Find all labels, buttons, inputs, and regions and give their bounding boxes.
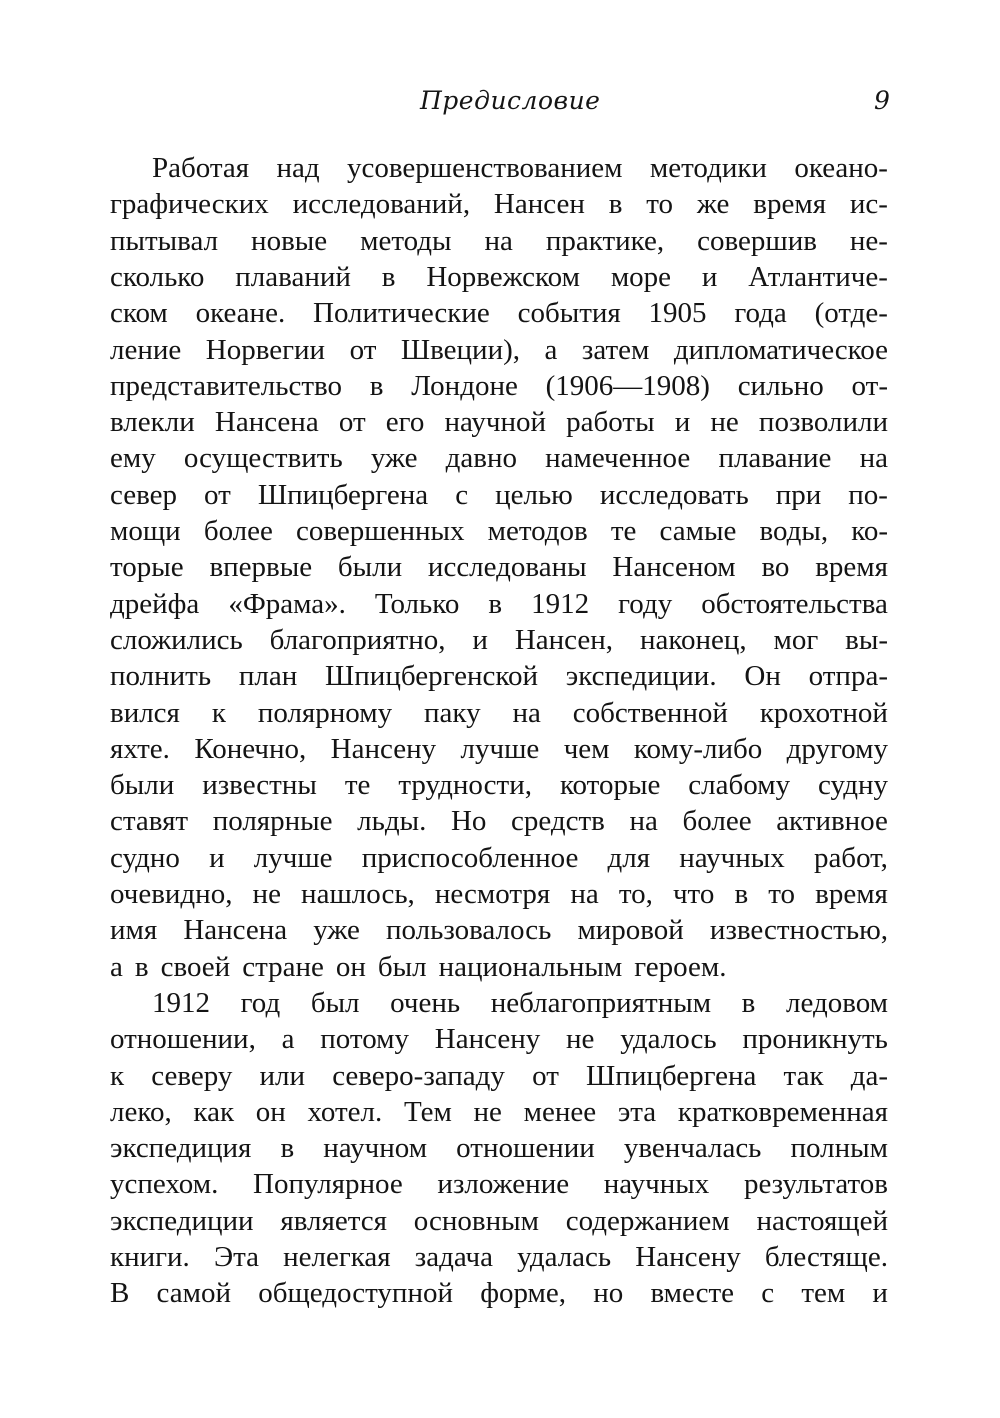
word: научной	[444, 406, 547, 439]
word: север	[110, 478, 177, 511]
word: более	[203, 515, 273, 547]
word: ко-	[851, 515, 888, 547]
word: самые	[659, 515, 737, 547]
word: паку	[424, 696, 481, 729]
word: чем	[563, 732, 610, 765]
word: как	[193, 1095, 235, 1128]
word: научных	[603, 1168, 710, 1201]
word: более	[682, 805, 752, 838]
word: то	[646, 188, 674, 221]
word: намеченное	[545, 442, 691, 475]
word: на	[570, 878, 599, 910]
word: совершив	[697, 224, 817, 257]
word: по-	[848, 478, 888, 511]
word: в	[134, 950, 149, 983]
text-line	[110, 695, 888, 731]
word: а	[281, 1023, 295, 1056]
text-line	[110, 1130, 888, 1166]
word: да-	[850, 1059, 888, 1092]
word: для	[607, 841, 651, 874]
word: на	[859, 442, 888, 475]
text-line	[110, 731, 888, 767]
word: известны	[202, 769, 317, 802]
text-line	[110, 1094, 888, 1130]
text-line	[110, 1203, 888, 1239]
word: Лондоне	[411, 369, 518, 402]
word: так	[783, 1059, 824, 1092]
word: влекли	[110, 406, 195, 439]
word: увенчалась	[623, 1132, 762, 1165]
word: во	[761, 551, 790, 584]
word: эта	[617, 1095, 657, 1128]
text-line	[110, 259, 888, 295]
word: не	[473, 1095, 502, 1128]
word: на	[484, 224, 513, 257]
word: 1912	[531, 587, 590, 620]
text-line	[110, 840, 888, 876]
word: Конечно,	[194, 732, 307, 765]
text-line	[110, 477, 888, 513]
word: позволили	[758, 406, 888, 439]
word: изложение	[437, 1168, 570, 1201]
word: году	[618, 587, 673, 620]
text-line	[110, 404, 888, 440]
word: уже	[313, 914, 360, 947]
word: полярному	[257, 696, 393, 729]
word: книги.	[110, 1241, 190, 1273]
word: вился	[110, 696, 180, 729]
word: над	[276, 152, 320, 184]
word: нашлось,	[301, 878, 415, 910]
word: представительство	[110, 369, 343, 402]
word: осуществить	[183, 442, 343, 475]
text-line	[110, 912, 888, 948]
word: содержанием	[565, 1204, 730, 1237]
word: собственной	[572, 696, 728, 729]
word: Популярное	[253, 1168, 403, 1201]
word: научных	[679, 841, 785, 874]
word: крохотной	[759, 696, 888, 729]
word: национальным	[438, 950, 623, 983]
word: работы	[566, 406, 655, 439]
text-line	[110, 1239, 888, 1275]
word: на	[512, 696, 541, 729]
word: в	[280, 1132, 295, 1165]
word: Швеции),	[400, 333, 521, 366]
word: ление	[110, 333, 182, 366]
word: ставят	[110, 805, 189, 838]
word: самой	[156, 1277, 232, 1310]
word: научном	[323, 1132, 428, 1165]
text-line	[110, 1058, 888, 1094]
word: графических	[110, 188, 269, 221]
word: хотел.	[307, 1095, 383, 1128]
word: проникнуть	[742, 1023, 888, 1056]
word: настоящей	[756, 1204, 888, 1237]
word: экспедиции.	[565, 660, 717, 693]
word: полярные	[212, 805, 333, 838]
word: был	[310, 986, 360, 1019]
word: вместе	[650, 1277, 735, 1310]
word: не	[566, 1023, 595, 1056]
word: а	[110, 950, 123, 983]
word: ском	[110, 297, 168, 330]
word: очень	[390, 986, 461, 1019]
word: трудности,	[398, 769, 532, 802]
word: совершенных	[296, 515, 465, 547]
word: слабому	[688, 769, 791, 802]
word: Нансену	[434, 1023, 541, 1056]
word: отношении,	[110, 1023, 256, 1056]
text-line	[110, 223, 888, 259]
text-line	[110, 368, 888, 404]
word: сложились	[110, 623, 243, 656]
word: 1905	[648, 297, 707, 330]
word: «Фрама».	[228, 587, 346, 620]
word: Но	[450, 805, 487, 838]
word: в	[734, 878, 749, 910]
word: известностью,	[709, 914, 888, 947]
word: успехом.	[110, 1168, 219, 1201]
word: Нансен	[493, 188, 585, 221]
text-line	[110, 586, 888, 622]
word: общедоступной	[258, 1277, 453, 1310]
word: исследований,	[292, 188, 471, 221]
text-line	[110, 622, 888, 658]
word: в	[381, 260, 396, 293]
word: не	[252, 878, 281, 910]
word: методики	[649, 152, 767, 184]
word: своей	[160, 950, 231, 983]
word: и	[872, 1277, 888, 1310]
word: в	[369, 369, 384, 402]
word: впервые	[209, 551, 313, 584]
word: или	[259, 1059, 306, 1092]
word: отношении	[456, 1132, 595, 1165]
word: торые	[110, 551, 184, 584]
text-line	[110, 513, 888, 549]
word: он	[335, 950, 366, 983]
word: активное	[776, 805, 888, 838]
word: Он	[744, 660, 781, 693]
word: были	[337, 551, 403, 584]
text-line	[110, 186, 888, 222]
word: экспедиции	[110, 1204, 254, 1237]
word: форме,	[480, 1277, 567, 1310]
running-head-title: Предисловие	[420, 86, 601, 115]
word: экспедиция	[110, 1132, 252, 1165]
text-line	[110, 295, 888, 331]
word: года	[734, 297, 787, 330]
word: ледовом	[785, 986, 888, 1019]
word: давно	[445, 442, 517, 475]
word: практике,	[545, 224, 665, 257]
word: море	[610, 260, 672, 293]
word: же	[696, 188, 730, 221]
word: сколько	[110, 260, 205, 293]
word: усовершенствованием	[347, 152, 623, 184]
word: Работая	[152, 152, 250, 184]
word: Норвегии	[205, 333, 326, 366]
text-line	[110, 1021, 888, 1057]
text-line	[110, 876, 888, 912]
running-head	[0, 86, 1000, 120]
word: благоприятно,	[269, 623, 446, 656]
word: с	[455, 478, 469, 511]
word: полным	[790, 1132, 888, 1165]
text-line	[152, 985, 888, 1021]
word: в	[608, 188, 623, 221]
word: воды,	[759, 515, 829, 547]
word: ис-	[849, 188, 888, 221]
word: тем	[801, 1277, 846, 1310]
word: сильно	[737, 369, 824, 402]
word: удалась	[517, 1241, 612, 1273]
word: вы-	[845, 623, 888, 656]
word: к	[110, 1059, 125, 1092]
word: северо-западу	[332, 1059, 505, 1092]
word: исследовать	[599, 478, 749, 511]
word: Эта	[213, 1241, 259, 1273]
text-line	[110, 803, 888, 839]
word: дрейфа	[110, 587, 200, 620]
word: В	[110, 1277, 130, 1310]
word: ему	[110, 442, 156, 475]
word: менее	[523, 1095, 597, 1128]
word: от	[349, 333, 377, 366]
word: яхте.	[110, 732, 170, 765]
word: потому	[320, 1023, 409, 1056]
word: то,	[618, 878, 653, 910]
word: те	[344, 769, 371, 802]
word: а	[544, 333, 558, 366]
text-line	[110, 1275, 888, 1311]
text-line	[110, 332, 888, 368]
word: с	[761, 1277, 775, 1310]
word: Нансен,	[514, 623, 614, 656]
word: 1912	[152, 986, 210, 1019]
word: исследованы	[427, 551, 587, 584]
word: Нансену	[635, 1241, 741, 1273]
word: что	[672, 878, 715, 910]
word: при	[775, 478, 822, 511]
text-line	[110, 767, 888, 803]
word: средств	[511, 805, 605, 838]
word: Нансена	[183, 914, 288, 947]
word: отпра-	[808, 660, 888, 693]
word: затем	[581, 333, 650, 366]
word: не	[710, 406, 739, 439]
word: и	[674, 406, 691, 439]
word: лучше	[253, 841, 333, 874]
word: и	[472, 623, 488, 656]
word: к	[211, 696, 226, 729]
word: уже	[370, 442, 418, 475]
word: океане.	[195, 297, 286, 330]
word: Атлантиче-	[748, 260, 888, 293]
word: был	[377, 950, 427, 983]
text-line	[110, 1166, 888, 1202]
word: удалось	[620, 1023, 717, 1056]
word: стране	[242, 950, 324, 983]
word: Только	[374, 587, 460, 620]
word: работ,	[813, 841, 888, 874]
word: время	[753, 188, 827, 221]
word: целью	[495, 478, 573, 511]
word: результатов	[743, 1168, 888, 1201]
word: время	[815, 878, 888, 910]
text-line	[152, 150, 888, 186]
word: в	[488, 587, 503, 620]
word: которые	[559, 769, 661, 802]
word: и	[701, 260, 718, 293]
word: другому	[786, 732, 888, 765]
word: те	[610, 515, 637, 547]
word: кому-либо	[633, 732, 763, 765]
word: полнить	[110, 660, 212, 693]
word: судну	[818, 769, 888, 802]
word: от	[204, 478, 231, 511]
word: он	[255, 1095, 286, 1128]
word: от	[338, 406, 366, 439]
word: Нансена	[214, 406, 319, 439]
word: Тем	[403, 1095, 452, 1128]
word: кратковременная	[677, 1095, 888, 1128]
word: пользовалось	[385, 914, 552, 947]
text-line	[110, 440, 888, 476]
word: были	[110, 769, 175, 802]
word: Политические	[313, 297, 490, 330]
word: Шпицбергена	[257, 478, 429, 511]
word: методов	[487, 515, 588, 547]
text-line	[110, 549, 888, 585]
word: Нансену	[330, 732, 437, 765]
word: обстоятельства	[701, 587, 888, 620]
word: то	[768, 878, 796, 910]
word: блестяще.	[764, 1241, 888, 1273]
word: Нансеном	[612, 551, 736, 584]
word: год	[240, 986, 281, 1019]
word: приспособленное	[361, 841, 579, 874]
word: но	[593, 1277, 624, 1310]
word: является	[280, 1204, 387, 1237]
word: Норвежском	[426, 260, 580, 293]
word: (1906—1908)	[545, 369, 710, 402]
word: лучше	[460, 732, 540, 765]
word: задача	[414, 1241, 494, 1273]
word: дипломатическое	[673, 333, 888, 366]
word: (отде-	[814, 297, 888, 330]
word: не-	[849, 224, 888, 257]
word: судно	[110, 841, 180, 874]
word: от	[532, 1059, 559, 1092]
word: методы	[360, 224, 452, 257]
word: Шпицбергена	[586, 1059, 757, 1092]
word: мировой	[577, 914, 684, 947]
word: события	[517, 297, 621, 330]
word: нелегкая	[283, 1241, 391, 1273]
word: мог	[773, 623, 819, 656]
word: на	[629, 805, 658, 838]
word: мощи	[110, 515, 181, 547]
word: от-	[851, 369, 888, 402]
word: плавание	[718, 442, 832, 475]
word: в	[741, 986, 756, 1019]
word: имя	[110, 914, 158, 947]
word: героем.	[634, 950, 727, 983]
word: и	[209, 841, 225, 874]
word: план	[238, 660, 298, 693]
word: льды.	[357, 805, 427, 838]
text-line	[110, 949, 888, 985]
word: новые	[251, 224, 328, 257]
word: время	[815, 551, 888, 584]
word: неблагоприятным	[490, 986, 712, 1019]
text-line	[110, 658, 888, 694]
word: очевидно,	[110, 878, 233, 910]
word: леко,	[110, 1095, 172, 1128]
word: наконец,	[639, 623, 747, 656]
page-number: 9	[874, 86, 890, 115]
word: океано-	[794, 152, 888, 184]
word: несмотря	[434, 878, 551, 910]
word: его	[385, 406, 425, 439]
word: Шпицбергенской	[325, 660, 538, 693]
word: пытывал	[110, 224, 219, 257]
word: северу	[151, 1059, 233, 1092]
word: плаваний	[235, 260, 351, 293]
word: основным	[413, 1204, 539, 1237]
